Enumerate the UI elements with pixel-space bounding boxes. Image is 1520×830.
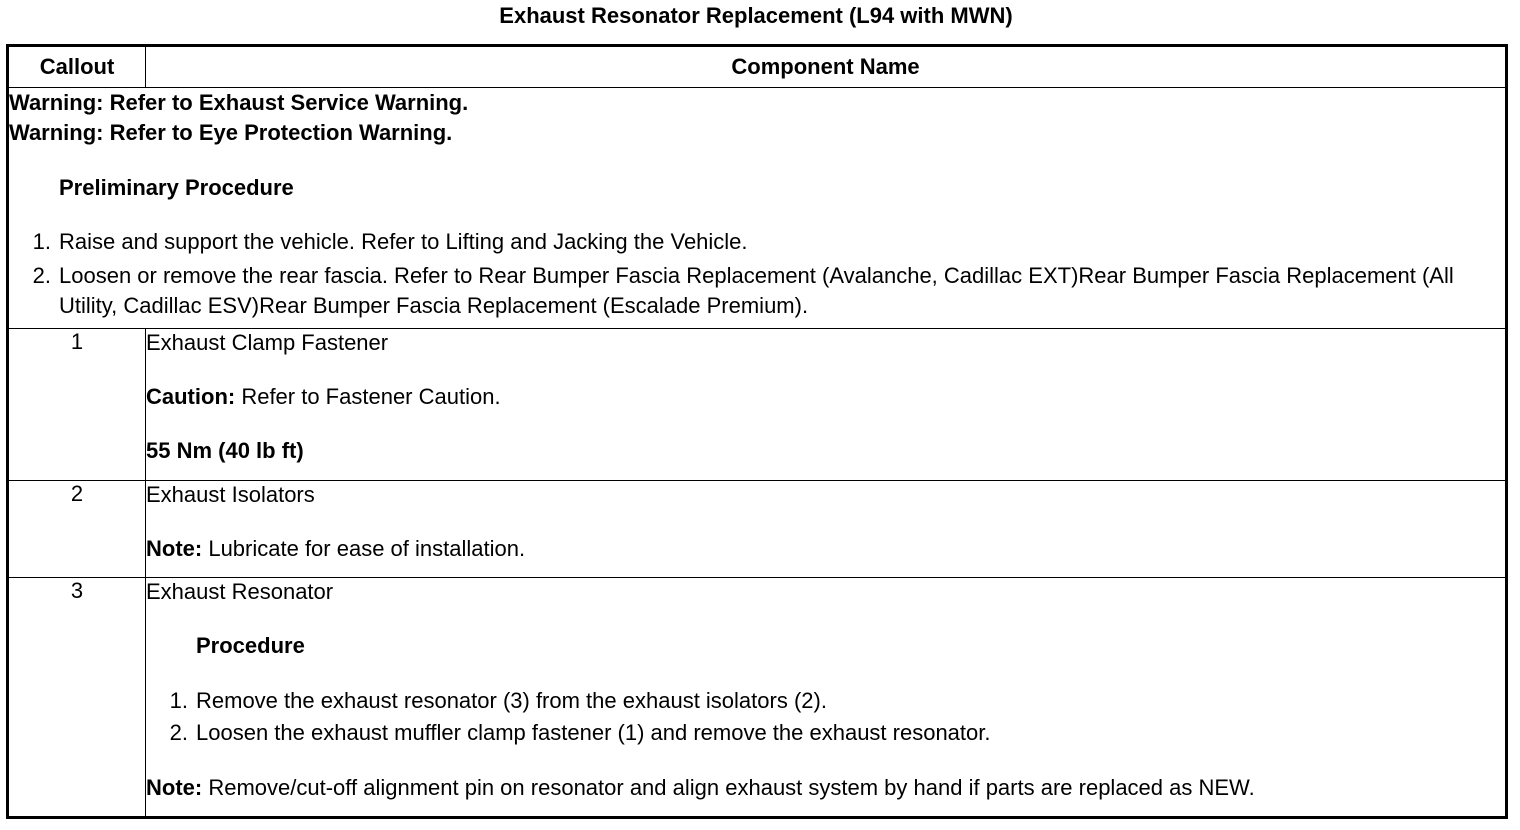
- procedure-step: [146, 686, 1505, 716]
- callout-number: 2: [8, 481, 146, 578]
- preliminary-row: [8, 88, 1507, 329]
- component-name: Exhaust Isolators: [146, 482, 315, 507]
- table-row: [8, 481, 1507, 578]
- document-title: Exhaust Resonator Replacement (L94 with MWN): [499, 3, 1013, 28]
- note-line: [146, 774, 1505, 802]
- caution-text: Refer to Fastener Caution.: [235, 384, 501, 409]
- note-label: Note:: [146, 775, 203, 800]
- table-row: [8, 578, 1507, 818]
- step-number: 2.: [169, 720, 188, 745]
- component-name-column-header: Component Name: [146, 46, 1507, 88]
- step-text: Raise and support the vehicle. Refer to Lifting and Jacking the Vehicle.: [59, 229, 748, 254]
- component-name: Exhaust Resonator: [146, 579, 334, 604]
- component-cell: [146, 329, 1507, 481]
- callout-column-header: Callout: [8, 46, 146, 88]
- step-number: 2.: [32, 263, 51, 288]
- step-number: 1.: [32, 229, 51, 254]
- procedure-step: [146, 718, 1505, 748]
- note-text: Remove/cut-off alignment pin on resonator and align exhaust system by hand if parts are replaced as NEW.: [202, 775, 1255, 800]
- component-cell: [146, 578, 1507, 818]
- step-number: 1.: [169, 688, 188, 713]
- procedure-heading: Procedure: [196, 633, 305, 658]
- component-name: Exhaust Clamp Fastener: [146, 330, 389, 355]
- note-label: Note:: [146, 536, 203, 561]
- preliminary-procedure-heading: Preliminary Procedure: [59, 175, 294, 200]
- note-line: [146, 535, 1505, 563]
- exhaust-service-warning: Warning: Refer to Exhaust Service Warning.: [9, 90, 469, 115]
- caution-label: Caution:: [146, 384, 236, 409]
- callout-number: 3: [8, 578, 146, 818]
- step-text: Loosen the exhaust muffler clamp fastener (1) and remove the exhaust resonator.: [196, 720, 991, 745]
- note-text: Lubricate for ease of installation.: [202, 536, 526, 561]
- step-text: Remove the exhaust resonator (3) from the exhaust isolators (2).: [196, 688, 827, 713]
- preliminary-step: [9, 261, 1505, 321]
- table-header-row: [8, 46, 1507, 88]
- step-text: Loosen or remove the rear fascia. Refer to Rear Bumper Fascia Replacement (Avalanche, Cadillac EXT)Rear Bumper Fascia Replacement (All Utility, Cadillac ESV)Rear Bumper Fascia Replacement (Escalade Premium).: [59, 263, 1454, 318]
- table-row: [8, 329, 1507, 481]
- torque-spec: 55 Nm (40 lb ft): [146, 438, 304, 463]
- preliminary-step: [9, 227, 1505, 257]
- caution-line: [146, 383, 1505, 411]
- callout-number: 1: [8, 329, 146, 481]
- component-cell: [146, 481, 1507, 578]
- warnings-and-preliminary-cell: [8, 88, 1507, 329]
- eye-protection-warning: Warning: Refer to Eye Protection Warning.: [9, 120, 453, 145]
- procedure-table: [6, 44, 1508, 819]
